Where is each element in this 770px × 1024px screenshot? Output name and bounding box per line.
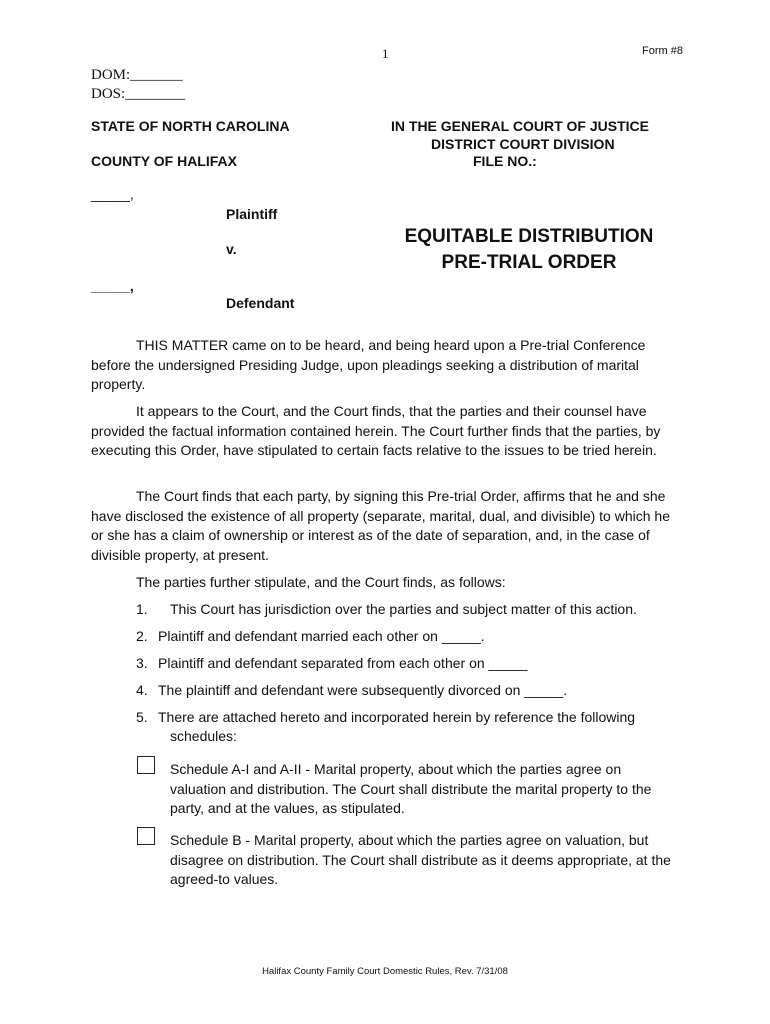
list-item-3 (136, 654, 527, 674)
state-heading: STATE OF NORTH CAROLINA (91, 118, 290, 134)
paragraph-3 (91, 487, 673, 565)
paragraph-1-text: THIS MATTER came on to be heard, and being heard upon a Pre-trial Conference before the undersigned Presiding Judge, upon pleadings seeking a distribution of marital property. (91, 337, 646, 392)
schedule-b-checkbox[interactable] (137, 827, 155, 845)
list-item-text: Plaintiff and defendant married each other on _____. (158, 628, 485, 644)
list-item-number: 1. (136, 601, 148, 617)
list-item-5-continuation: schedules: (170, 728, 237, 744)
list-item-1 (136, 600, 637, 620)
list-item-number: 3. (136, 655, 148, 671)
list-item-number: 4. (136, 682, 148, 698)
paragraph-4 (91, 573, 673, 593)
list-item-text: There are attached hereto and incorporated herein by reference the following (158, 709, 636, 725)
paragraph-1 (91, 336, 673, 395)
page-number: 1 (382, 46, 389, 61)
form-label: Form #8 (642, 45, 683, 57)
list-item-text: This Court has jurisdiction over the parties and subject matter of this action. (170, 601, 637, 617)
defendant-blank: _____, (91, 278, 134, 294)
paragraph-3-text: The Court finds that each party, by signing this Pre-trial Order, affirms that he and she have disclosed the existence of all property (separate, marital, dual, and divisible) to which he or she has a claim of ownership or interest as of the date of separation, and, in the case of divisible property, at present. (91, 488, 670, 563)
county-heading: COUNTY OF HALIFAX (91, 153, 237, 169)
court-heading: IN THE GENERAL COURT OF JUSTICE (391, 118, 649, 134)
dos-field: DOS:________ (91, 86, 186, 102)
plaintiff-blank: _____, (91, 186, 134, 202)
page-footer: Halifax County Family Court Domestic Rules, Rev. 7/31/08 (262, 966, 508, 977)
schedule-a-checkbox[interactable] (137, 756, 155, 774)
list-item-text: The plaintiff and defendant were subsequently divorced on _____. (158, 682, 568, 698)
schedule-b-text: Schedule B - Marital property, about which the parties agree on valuation, but disagree on distribution. The Court shall distribute as it deems appropriate, at the agreed-to values. (170, 832, 671, 887)
dom-field: DOM:_______ (91, 67, 183, 83)
document-title-line1: EQUITABLE DISTRIBUTION (404, 226, 654, 247)
paragraph-4-text: The parties further stipulate, and the Court finds, as follows: (136, 574, 506, 590)
file-no-label: FILE NO.: (473, 153, 537, 169)
list-item-number: 5. (136, 709, 148, 725)
list-item-5 (136, 708, 635, 728)
list-item-text: Plaintiff and defendant separated from each other on _____ (158, 655, 528, 671)
list-item-number: 2. (136, 628, 148, 644)
list-item-2 (136, 627, 485, 647)
schedule-a-text: Schedule A-I and A-II - Marital property, about which the parties agree on valuation and distribution. The Court shall distribute the marital property to the party, and at the values, as stipulated. (170, 761, 652, 816)
document-title-line2: PRE-TRIAL ORDER (441, 252, 617, 273)
versus-label: v. (226, 241, 237, 257)
paragraph-2 (91, 402, 673, 461)
division-heading: DISTRICT COURT DIVISION (431, 136, 615, 152)
defendant-label: Defendant (226, 295, 295, 311)
plaintiff-label: Plaintiff (226, 206, 278, 222)
paragraph-2-text: It appears to the Court, and the Court finds, that the parties and their counsel have provided the factual information contained herein. The Court further finds that the parties, by executing this Order, have stipulated to certain facts relative to the issues to be tried herein. (91, 403, 661, 458)
list-item-4 (136, 681, 567, 701)
